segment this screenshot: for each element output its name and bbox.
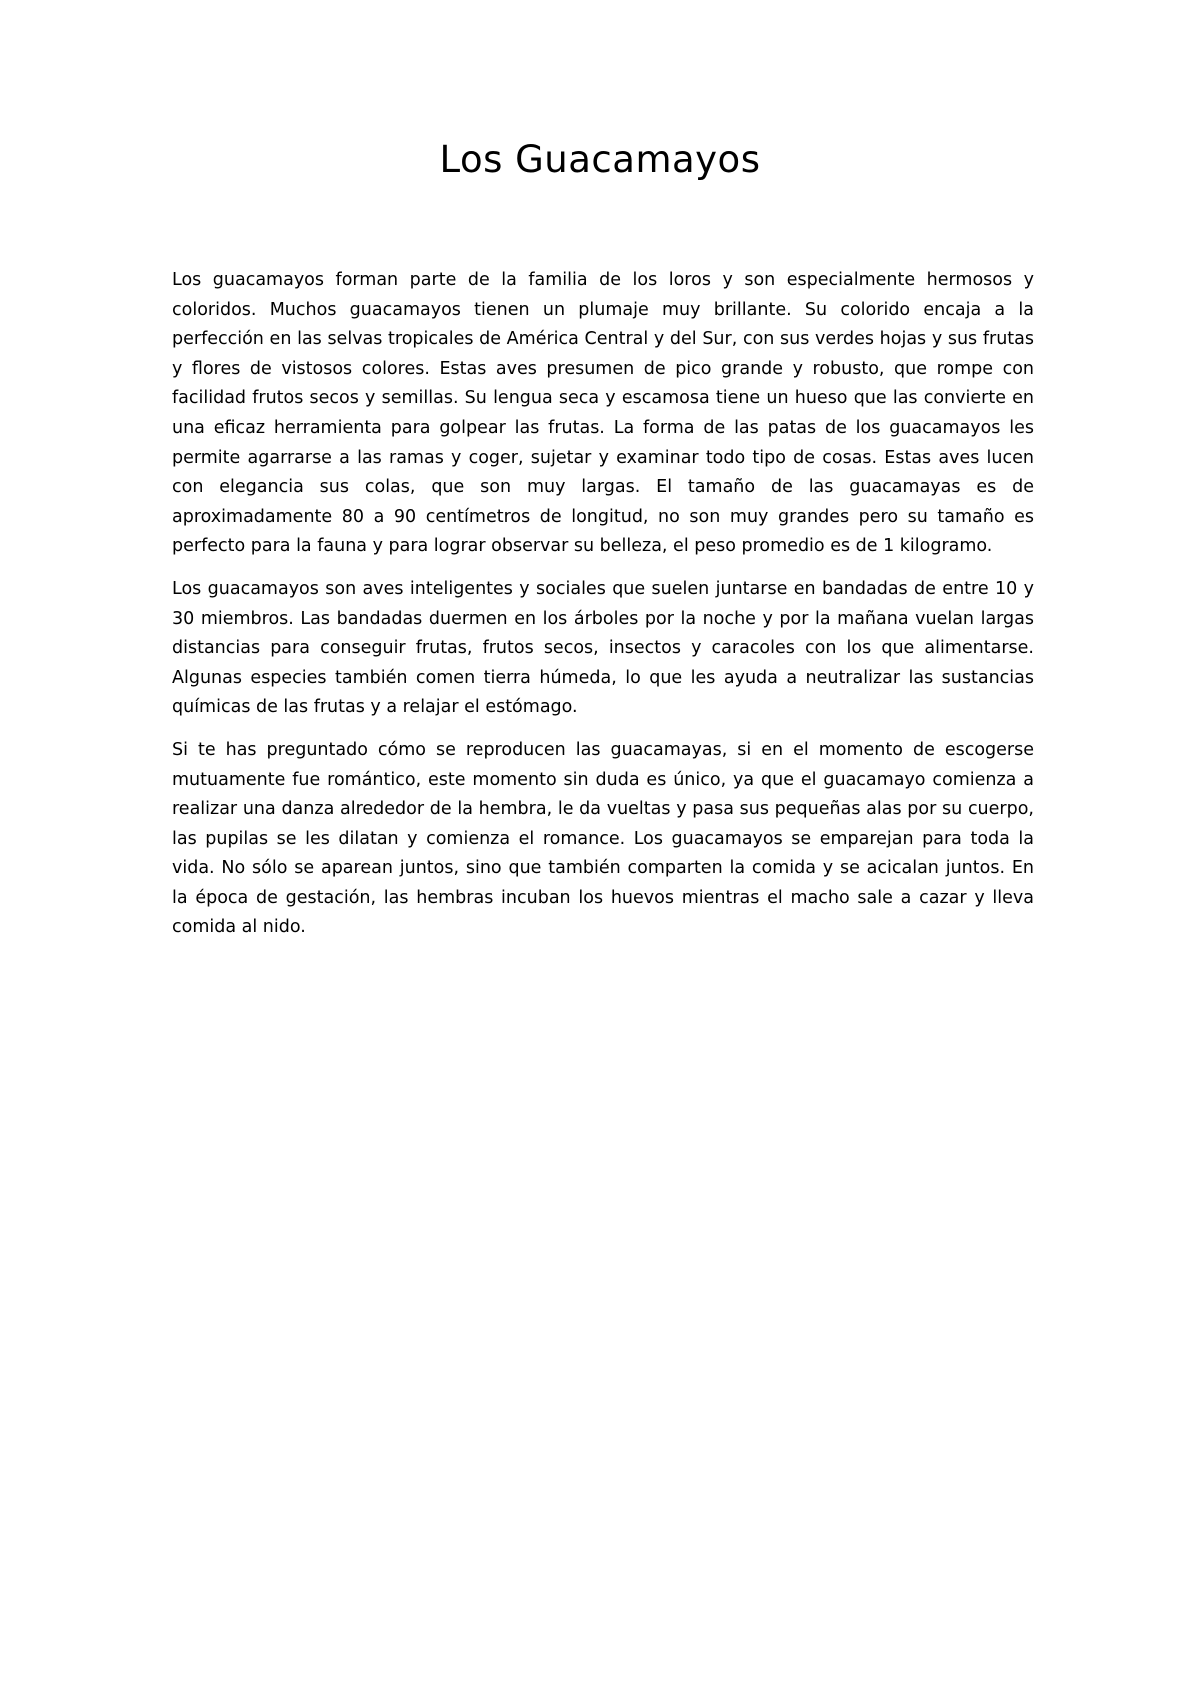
- page-title: Los Guacamayos: [439, 138, 761, 181]
- document-body: [172, 266, 1034, 956]
- paragraph: Los guacamayos forman parte de la familia de los loros y son especialmente hermosos y coloridos. Muchos guacamayos tienen un plumaje muy brillante. Su colorido encaja a la perfección en las selvas tropicales de América Central y del Sur, con sus verdes hojas y sus frutas y flores de vistosos colores. Estas aves presumen de pico grande y robusto, que rompe con facilidad frutos secos y semillas. Su lengua seca y escamosa tiene un hueso que las convierte en una eficaz herramienta para golpear las frutas. La forma de las patas de los guacamayos les permite agarrarse a las ramas y coger, sujetar y examinar todo tipo de cosas. Estas aves lucen con elegancia sus colas, que son muy largas. El tamaño de las guacamayas es de aproximadamente 80 a 90 centímetros de longitud, no son muy grandes pero su tamaño es perfecto para la fauna y para lograr observar su belleza, el peso promedio es de 1 kilogramo.: [172, 270, 1034, 557]
- paragraph: Si te has preguntado cómo se reproducen las guacamayas, si en el momento de escogerse mutuamente fue romántico, este momento sin duda es único, ya que el guacamayo comienza a realizar una danza alrededor de la hembra, le da vueltas y pasa sus pequeñas alas por su cuerpo, las pupilas se les dilatan y comienza el romance. Los guacamayos se emparejan para toda la vida. No sólo se aparean juntos, sino que también comparten la comida y se acicalan juntos. En la época de gestación, las hembras incuban los huevos mientras el macho sale a cazar y lleva comida al nido.: [172, 739, 1034, 938]
- paragraph: Los guacamayos son aves inteligentes y sociales que suelen juntarse en bandadas de entre 10 y 30 miembros. Las bandadas duermen en los árboles por la noche y por la mañana vuelan largas distancias para conseguir frutas, frutos secos, insectos y caracoles con los que alimentarse. Algunas especies también comen tierra húmeda, lo que les ayuda a neutralizar las sustancias químicas de las frutas y a relajar el estómago.: [172, 578, 1034, 718]
